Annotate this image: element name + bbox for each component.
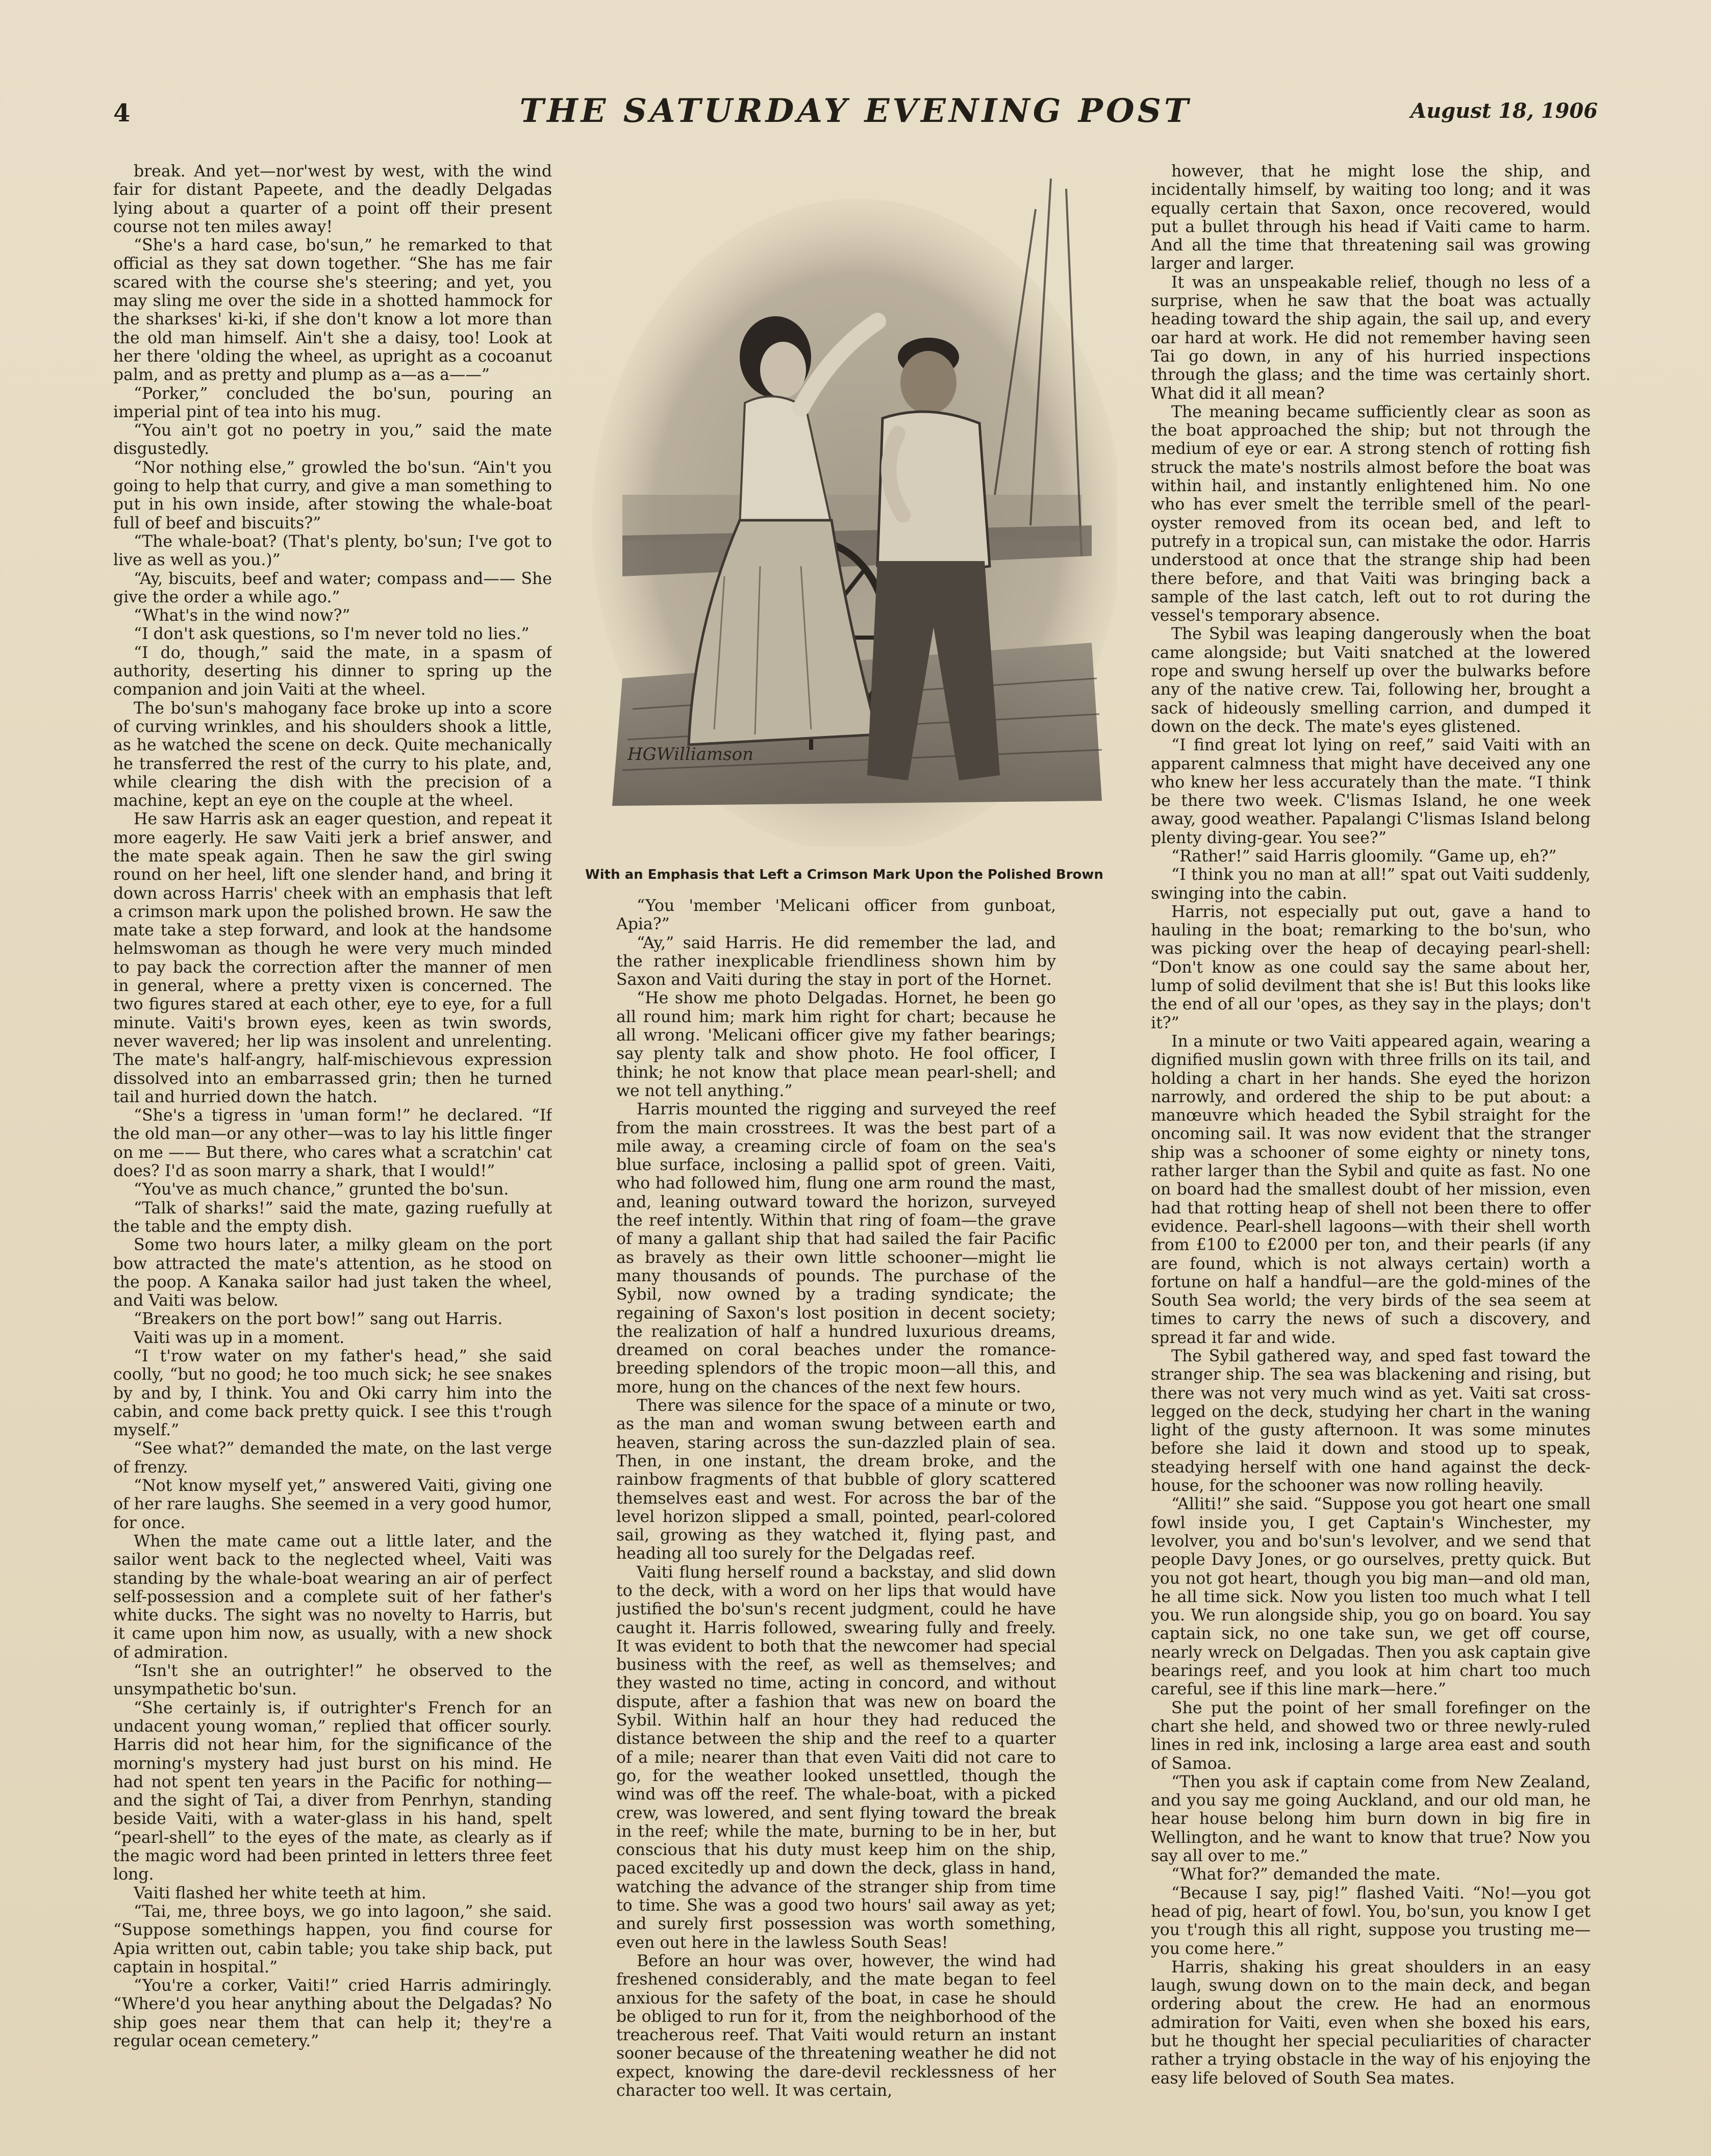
paragraph: “Because I say, pig!” flashed Vaiti. “No!—you got head of pig, heart of fowl. You, bo'sun, you know I get you t'rough this all right, suppose you trusting me—you come here.”	[1151, 1884, 1591, 1958]
artist-signature: HGWilliamson	[627, 744, 753, 765]
paragraph: “You've as much chance,” grunted the bo'sun.	[134, 1180, 509, 1199]
paragraph: “Breakers on the port bow!” sang out Harris.	[134, 1310, 503, 1329]
paragraph: “Not know myself yet,” answered Vaiti, giving one of her rare laughs. She seemed in a very good humor, for once.	[113, 1477, 552, 1532]
page-header	[113, 92, 1598, 138]
paragraph: “Then you ask if captain come from New Zealand, and you say me going Auckland, and our old man, he hear house belong him burn down in big fire in Wellington, and he want to know that true? Now you say all over to me.”	[1151, 1772, 1591, 1866]
paragraph: Some two hours later, a milky gleam on the port bow attracted the mate's attention, as he stood on the poop. A Kanaka sailor had just taken the wheel, and Vaiti was below.	[113, 1236, 552, 1310]
text-column-3	[1151, 162, 1591, 2141]
paragraph: “I find great lot lying on reef,” said Vaiti with an apparent calmness that might have deceived any one who knew her less accurately than the mate. “I think be there two week. C'lismas Island, he one week away, good weather. Papalangi C'lismas Island belong plenty diving-gear. You see?”	[1151, 736, 1591, 847]
paragraph: “Rather!” said Harris gloomily. “Game up, eh?”	[1171, 847, 1557, 866]
paragraph: In a minute or two Vaiti appeared again, wearing a dignified muslin gown with three frills on its tail, and holding a chart in her hands. She eyed the horizon narrowly, and ordered the ship to be put about: a manœuvre which headed the Sybil straight for the oncoming sail. It was now evident that the stranger ship was a schooner of some eighty or ninety tons, rather larger than the Sybil and quite as fast. No one on board had the smallest doubt of her mission, even had that rotting heap of shell not been there to offer evidence. Pearl-shell lagoons—with their shell worth from £100 to £2000 per ton, and their pearls (if any are found, which is not always certain) worth a fortune on half a handful—are the gold-mines of the South Sea world; the very birds of the sea seem at times to carry the news of such a discovery, and spread it far and wide.	[1151, 1032, 1591, 1347]
paragraph: “Alliti!” she said. “Suppose you got heart one small fowl inside you, I get Captain's Winchester, my levolver, you and bo'sun's levolver, and we send that people Davy Jones, or go ourselves, pretty quick. But you not got heart, though you big man—and old man, he all time sick. Now you listen too much what I tell you. We run alongside ship, you go on board. You say captain sick, no one take sun, we get off course, nearly wreck on Delgadas. Then you ask captain give bearings reef, and you look at him chart too much careful, see if this line mark—here.”	[1151, 1495, 1591, 1699]
paragraph: “She certainly is, if outrighter's French for an undacent young woman,” replied that officer sourly. Harris did not hear him, for the significance of the morning's mystery had just burst on his mind. He had not spent ten years in the Pacific for nothing—and the sight of Tai, a diver from Penrhyn, standing beside Vaiti, with a water-glass in his hand, spelt “pearl-shell” to the eyes of the mate, as clearly as if the magic word had been printed in letters three feet long.	[113, 1698, 552, 1884]
paragraph: The Sybil gathered way, and sped fast toward the stranger ship. The sea was blackening and rising, but there was not very much wind as yet. Vaiti sat cross-legged on the deck, studying her chart in the waning light of the gusty afternoon. It was some minutes before she laid it down and stood up to speak, steadying herself with one hand against the deck-house, for the schooner was now rolling heavily.	[1151, 1347, 1591, 1495]
paragraph: He saw Harris ask an eager question, and repeat it more eagerly. He saw Vaiti jerk a brief answer, and the mate speak again. Then he saw the girl swing round on her heel, lift one slender hand, and bring it down across Harris' cheek with an emphasis that left a crimson mark upon the polished brown. He saw the mate take a step forward, and look at the handsome helmswoman as though he were very much minded to pay back the correction after the manner of men in general, where a pretty vixen is concerned. The two figures stared at each other, eye to eye, for a full minute. Vaiti's brown eyes, keen as twin swords, never wavered; her lip was insolent and unrelenting. The mate's half-angry, half-mischievous expression dissolved into an embarrassed grin; then he turned tail and hurried down the hatch.	[113, 810, 552, 1106]
paragraph: “What for?” demanded the mate.	[1171, 1865, 1441, 1884]
paragraph: however, that he might lose the ship, and incidentally himself, by waiting too long; and it was equally certain that Saxon, once recovered, would put a bullet through his head if Vaiti came to harm. And all the time that threatening sail was growing larger and larger.	[1151, 162, 1591, 273]
paragraph: Harris, not especially put out, gave a hand to hauling in the boat; remarking to the bo'sun, who was picking over the heap of decaying pearl-shell: “Don't know as one could say the same about her, lump of solid devilment that she is! But this looks like the end of all our 'opes, as they say in the plays; don't it?”	[1151, 902, 1591, 1032]
masthead: THE SATURDAY EVENING POST	[519, 92, 1192, 130]
paragraph: Harris mounted the rigging and surveyed the reef from the main crosstrees. It was the best part of a mile away, a creaming circle of foam on the sea's blue surface, inclosing a pallid spot of green. Vaiti, who had followed him, flung one arm round the mast, and, leaning outward toward the horizon, surveyed the reef intently. Within that ring of foam—the grave of many a gallant ship that had sailed the fair Pacific as bravely as their own little schooner—might lie many thousands of pounds. The purchase of the Sybil, now owned by a trading syndicate; the regaining of Saxon's lost position in decent society; the realization of half a hundred luxurious dreams, dreamed on coral beaches under the romance-breeding splendors of the tropic moon—all this, and more, hung on the chances of the next few hours.	[616, 1100, 1056, 1397]
paragraph: “I think you no man at all!” spat out Vaiti suddenly, swinging into the cabin.	[1151, 866, 1591, 903]
paragraph: “See what?” demanded the mate, on the last verge of frenzy.	[113, 1439, 552, 1477]
paragraph: “Isn't she an outrighter!” he observed to the unsympathetic bo'sun.	[113, 1662, 552, 1699]
paragraph: When the mate came out a little later, and the sailor went back to the neglected wheel, Vaiti was standing by the whale-boat wearing an air of perfect self-possession and a complete suit of her father's white ducks. The sight was no novelty to Harris, but it came upon him now, as usually, with a new shock of admiration.	[113, 1532, 552, 1662]
paragraph: Before an hour was over, however, the wind had freshened considerably, and the mate began to feel anxious for the safety of the boat, in case he should be obliged to run for it, from the neighborhood of the treacherous reef. That Vaiti would return an instant sooner because of the threatening weather he did not expect, knowing the dare-devil recklessness of her character too well. It was certain,	[616, 1951, 1056, 2100]
paragraph: “I t'row water on my father's head,” she said coolly, “but no good; he too much sick; he see snakes by and by, I think. You and Oki carry him into the cabin, and come back pretty quick. I see this t'rough myself.”	[113, 1347, 552, 1440]
paragraph: break. And yet—nor'west by west, with the wind fair for distant Papeete, and the deadly Delgadas lying about a quarter of a point off their present course not ten miles away!	[113, 162, 552, 236]
paragraph: “Porker,” concluded the bo'sun, pouring an imperial pint of tea into his mug.	[113, 384, 552, 421]
paragraph: She put the point of her small forefinger on the chart she held, and showed two or three newly-ruled lines in red ink, inclosing a large area east and south of Samoa.	[1151, 1698, 1591, 1773]
paragraph: The bo'sun's mahogany face broke up into a score of curving wrinkles, and his shoulders shook a little, as he watched the scene on deck. Quite mechanically he transferred the rest of the curry to his plate, and, while clearing the dish with the precision of a machine, kept an eye on the couple at the wheel.	[113, 699, 552, 810]
paragraph: Vaiti was up in a moment.	[134, 1328, 345, 1347]
paragraph: “She's a hard case, bo'sun,” he remarked to that official as they sat down together. “She has me fair scared with the course she's steering; and yet, you may sling me over the side in a shotted hammock for the sharkses' ki-ki, if she don't know a lot more than the old man himself. Ain't she a daisy, too! Look at her there 'olding the wheel, as upright as a cocoanut palm, and as pretty and plump as a—as a——”	[113, 236, 552, 385]
page-number: 4	[113, 99, 131, 128]
text-column-1	[113, 162, 552, 2131]
illustration-drawing	[592, 168, 1117, 847]
paragraph: Vaiti flashed her white teeth at him.	[134, 1884, 426, 1903]
paragraph: “She's a tigress in 'uman form!” he declared. “If the old man—or any other—was to lay his little finger on me —— But there, who cares what a scratchin' cat does? I'd as soon marry a shark, that I would!”	[113, 1106, 552, 1181]
paragraph: “Nor nothing else,” growled the bo'sun. “Ain't you going to help that curry, and give a man something to put in his own inside, after stowing the whale-boat full of beef and biscuits?”	[113, 458, 552, 532]
paragraph: “The whale-boat? (That's plenty, bo'sun; I've got to live as well as you.)”	[113, 532, 552, 570]
paragraph: “You 'member 'Melicani officer from gunboat, Apia?”	[616, 897, 1056, 934]
paragraph: “He show me photo Delgadas. Hornet, he been go all round him; mark him right for chart; because he all wrong. 'Melicani officer give my father bearings; say plenty talk and show photo. He fool officer, I think; he not know that place mean pearl-shell; and we not tell anything.”	[616, 989, 1056, 1100]
paragraph: “Ay, biscuits, beef and water; compass and—— She give the order a while ago.”	[113, 569, 552, 606]
illustration-caption: With an Emphasis that Left a Crimson Mark Upon the Polished Brown	[585, 867, 1103, 882]
paragraph: The meaning became sufficiently clear as soon as the boat approached the ship; but not through the medium of eye or ear. A strong stench of rotting fish struck the mate's nostrils almost before the boat was within hail, and instantly enlightened him. No one who has ever smelt the terrible smell of the pearl-oyster removed from its ocean bed, and left to putrefy in a tropical sun, can mistake the odor. Harris understood at once that the strange ship had been there before, and that Vaiti was bringing back a sample of the last catch, left out to rot during the vessel's temporary absence.	[1151, 402, 1591, 625]
paragraph: “I don't ask questions, so I'm never told no lies.”	[134, 625, 530, 644]
paragraph: “Tai, me, three boys, we go into lagoon,” she said. “Suppose somethings happen, you find course for Apia written out, cabin table; you take ship back, put captain in hospital.”	[113, 1902, 552, 1976]
paragraph: “What's in the wind now?”	[134, 606, 350, 625]
paragraph: Vaiti flung herself round a backstay, and slid down to the deck, with a word on her lips that would have justified the bo'sun's recent judgment, could he have caught it. Harris followed, swearing fully and freely. It was evident to both that the newcomer had special business with the reef, as well as themselves; and they wasted no time, acting in concord, and without dispute, after a fashion that was new on board the Sybil. Within half an hour they had reduced the distance between the ship and the reef to a quarter of a mile; nearer than that even Vaiti did not care to go, for the weather looked unsettled, though the wind was off the reef. The whale-boat, with a picked crew, was lowered, and sent flying toward the break in the reef; while the mate, burning to be in her, but conscious that his duty must keep him on the ship, paced excitedly up and down the deck, glass in hand, watching the advance of the stranger ship from time to time. She was a good two hours' sail away as yet; and surely first possession was worth something, even out here in the lawless South Seas!	[616, 1563, 1056, 1952]
text-column-2	[616, 897, 1056, 2131]
paragraph: “Talk of sharks!” said the mate, gazing ruefully at the table and the empty dish.	[113, 1199, 552, 1236]
illustration	[592, 168, 1117, 847]
paragraph: “Ay,” said Harris. He did remember the lad, and the rather inexplicable friendliness shown him by Saxon and Vaiti during the stay in port of the Hornet.	[616, 933, 1056, 990]
paragraph: “You're a corker, Vaiti!” cried Harris admiringly. “Where'd you hear anything about the Delgadas? No ship goes near them that can help it; they're a regular ocean cemetery.”	[113, 1976, 552, 2050]
paragraph: It was an unspeakable relief, though no less of a surprise, when he saw that the boat was actually heading toward the ship again, the sail up, and every oar hard at work. He did not remember having seen Tai go down, in any of his hurried inspections through the glass; and the time was certainly short. What did it all mean?	[1151, 273, 1591, 403]
paragraph: Harris, shaking his great shoulders in an easy laugh, swung down on to the main deck, and began ordering about the crew. He had an enormous admiration for Vaiti, even when she boxed his ears, but he thought her special peculiarities of character rather a trying obstacle in the way of his enjoying the easy life beloved of South Sea mates.	[1151, 1958, 1591, 2088]
paragraph: “I do, though,” said the mate, in a spasm of authority, deserting his dinner to spring up the companion and join Vaiti at the wheel.	[113, 643, 552, 699]
paragraph: The Sybil was leaping dangerously when the boat came alongside; but Vaiti snatched at the lowered rope and swung herself up over the bulwarks before any of the native crew. Tai, following her, brought a sack of hideously smelling carrion, and dumped it down on the deck. The mate's eyes glistened.	[1151, 625, 1591, 736]
issue-date: August 18, 1906	[1411, 99, 1598, 123]
paragraph: “You ain't got no poetry in you,” said the mate disgustedly.	[113, 421, 552, 459]
paragraph: There was silence for the space of a minute or two, as the man and woman swung between earth and heaven, staring across the sun-dazzled plain of sea. Then, in one instant, the dream broke, and the rainbow fragments of that bubble of glory scattered themselves east and west. For across the bar of the level horizon slipped a small, pointed, pearl-colored sail, growing as they watched it, flying past, and heading all too surely for the Delgadas reef.	[616, 1397, 1056, 1563]
